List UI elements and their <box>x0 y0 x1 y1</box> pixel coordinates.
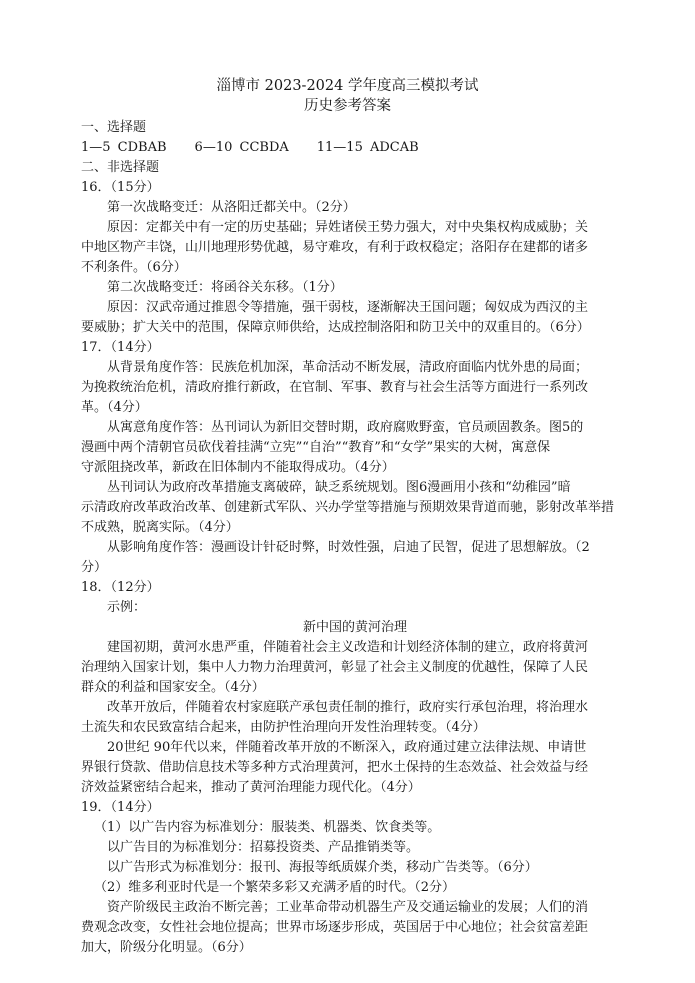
answer-line: 治理纳入国家计划，集中人力物力治理黄河，彰显了社会主义制度的优越性，保障了人民 <box>81 660 589 675</box>
answer-line: 界银行贷款、借助信息技术等多种方式治理黄河，把水土保持的生态效益、社会效益与经 <box>81 760 589 775</box>
answer-line: 建国初期，黄河水患严重，伴随着社会主义改造和计划经济体制的建立，政府将黄河 <box>107 640 589 655</box>
choice-answer-6-10: 6—10 CCBDA <box>194 140 289 155</box>
choice-answers <box>81 138 629 158</box>
answer-line: 中地区物产丰饶，山川地理形势优越，易守难攻，有利于政权稳定；洛阳存在建都的诸多 <box>81 240 589 255</box>
answer-line: 从影响角度作答：漫画设计针砭时弊，时效性强，启迪了民智，促进了思想解放。（2 <box>107 540 590 555</box>
answer-line: 不成熟，脱离实际。（4分） <box>81 520 239 535</box>
section-heading-choice: 一、选择题 <box>81 120 147 135</box>
answer-line: 以广告形式为标准划分：报刊、海报等纸质媒介类，移动广告类等。（6分） <box>107 860 538 875</box>
answer-line: 第一次战略变迁：从洛阳迁都关中。（2分） <box>107 200 356 215</box>
answer-line: 守派阻挠改革，新政在旧体制内不能取得成功。（4分） <box>81 460 395 475</box>
example-label: 示例： <box>107 600 147 615</box>
answer-line: 分） <box>81 560 108 575</box>
answer-line: 20世纪 90年代以来，伴随着改革开放的不断深入，政府通过建立法律法规、申请世 <box>107 740 587 755</box>
answer-line: （2）维多利亚时代是一个繁荣多彩又充满矛盾的时代。（2分） <box>94 880 456 895</box>
answer-line: 漫画中两个清朝官员砍伐着挂满“立宪”“自治”“教育”和“女学”果实的大树，寓意保 <box>81 440 551 455</box>
answer-line: 丛刊词认为政府改革措施支离破碎，缺乏系统规划。图6漫画用小孩和“幼稚园”暗 <box>107 480 571 495</box>
answer-line: 加大，阶级分化明显。（6分） <box>81 940 252 955</box>
essay-title: 新中国的黄河治理 <box>302 620 407 635</box>
answer-line: （1）以广告内容为标准划分：服装类、机器类、饮食类等。 <box>94 820 441 835</box>
answer-line: 从背景角度作答：民族危机加深，革命活动不断发展，清政府面临内忧外患的局面； <box>107 360 589 375</box>
question-label-16: 16．（15分） <box>81 180 160 195</box>
answer-line: 土流失和农民致富结合起来，由防护性治理向开发性治理转变。（4分） <box>81 720 486 735</box>
answer-line: 革。（4分） <box>81 400 148 415</box>
choice-answer-11-15: 11—15 ADCAB <box>316 140 419 155</box>
question-label-19: 19．（14分） <box>81 800 160 815</box>
answer-line: 群众的利益和国家安全。（4分） <box>81 680 265 695</box>
answer-line: 要威胁；扩大关中的范围，保障京师供给，达成控制洛阳和防卫关中的双重目的。（6分） <box>81 320 590 335</box>
answer-line: 以广告目的为标准划分：招募投资类、产品推销类等。 <box>107 840 420 855</box>
section-heading-nonchoice: 二、非选择题 <box>81 160 160 175</box>
answer-line: 原因：汉武帝通过推恩令等措施，强干弱枝，逐渐解决王国问题；匈奴成为西汉的主 <box>107 300 589 315</box>
answer-line: 不利条件。（6分） <box>81 260 187 275</box>
page-title: 淄博市 2023-2024 学年度高三模拟考试 <box>216 78 479 94</box>
choice-answer-1-5: 1—5 CDBAB <box>81 140 167 155</box>
question-label-18: 18．（12分） <box>81 580 160 595</box>
answer-line: 济效益紧密结合起来，推动了黄河治理能力现代化。（4分） <box>81 780 421 795</box>
answer-line: 费观念改变，女性社会地位提高；世界市场逐步形成，英国居于中心地位；社会贫富差距 <box>81 920 589 935</box>
answer-line: 改革开放后，伴随着农村家庭联产承包责任制的推行，政府实行承包治理，将治理水 <box>107 700 589 715</box>
page-subtitle: 历史参考答案 <box>304 98 391 114</box>
answer-line: 示清政府改革政治改革、创建新式军队、兴办学堂等措施与预期效果背道而驰，影射改革举措 <box>81 500 615 515</box>
question-label-17: 17．（14分） <box>81 340 160 355</box>
answer-line: 第二次战略变迁：将函谷关东移。（1分） <box>107 280 343 295</box>
answer-line: 从寓意角度作答：丛刊词认为新旧交替时期，政府腐败野蛮，官员顽固教条。图5的 <box>107 420 584 435</box>
answer-content <box>81 118 629 958</box>
answer-line: 原因：定都关中有一定的历史基础；异姓诸侯王势力强大，对中央集权构成威胁；关 <box>107 220 589 235</box>
answer-line: 资产阶级民主政治不断完善；工业革命带动机器生产及交通运输业的发展；人们的消 <box>107 900 589 915</box>
answer-line: 为挽救统治危机，清政府推行新政，在官制、军事、教育与社会生活等方面进行一系列改 <box>81 380 589 395</box>
